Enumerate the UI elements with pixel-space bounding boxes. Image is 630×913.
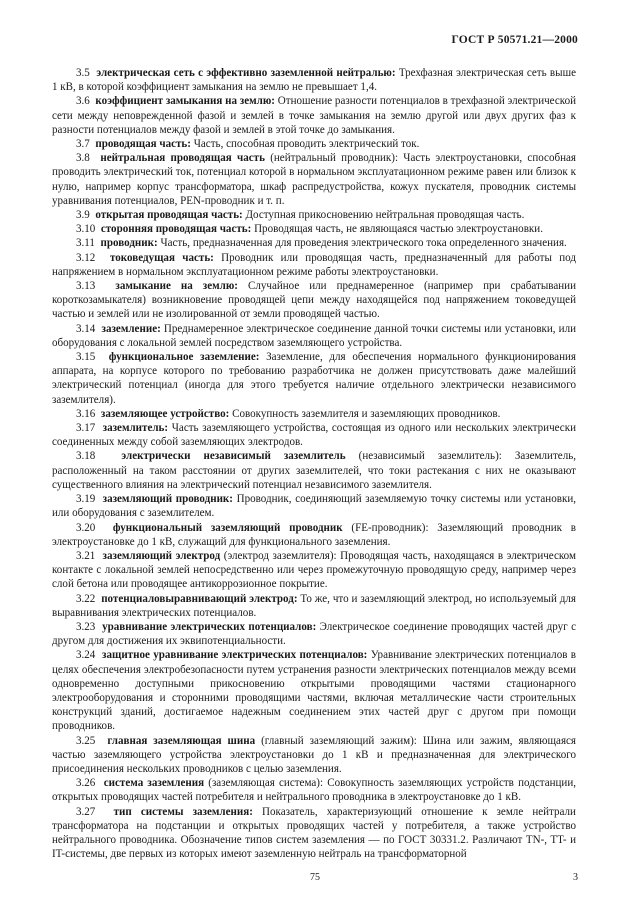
clause-number: 3.14 <box>76 322 96 335</box>
definition-text: Трехфазная электрическая сеть выше 1 кВ, в которой коэффициент замыкания на землю не превышает 1,4. <box>52 67 576 94</box>
clause-number: 3.15 <box>76 351 96 364</box>
definition-paragraph <box>52 94 576 137</box>
clause-number: 3.19 <box>76 493 96 506</box>
definition-paragraph <box>52 279 576 322</box>
defined-term: проводник: <box>100 237 158 250</box>
definition-text: Показатель, характеризующий отношение к земле нейтрали трансформатора на подстанции и открытых проводящих частей у потребителя, а также устройство нейтрального проводника. Обозначение типов систем заземления — по ГОСТ 30331.2. Различают TN-, TT- и IT-системы, две первых из которых имеют заземленную нейтраль на трансформаторной <box>52 805 576 861</box>
definition-text: Проводящая часть, не являющаяся частью электроустановки. <box>251 223 543 236</box>
definition-paragraph <box>52 151 576 208</box>
definition-text: Проводник, соединяющий заземляемую точку системы или установки, или оборудования с заземлителем. <box>52 493 576 520</box>
definition-paragraph <box>52 592 576 620</box>
definition-paragraph <box>52 236 576 250</box>
definition-text: (FE-проводник): Заземляющий проводник в электроустановке до 1 кВ, служащий для функционального заземления. <box>52 521 576 548</box>
defined-term: защитное уравнивание электрических потенциалов: <box>102 649 368 662</box>
definition-paragraph <box>52 421 576 449</box>
clause-number: 3.9 <box>76 209 90 222</box>
clause-number: 3.20 <box>76 521 96 534</box>
defined-term: функциональное заземление: <box>108 351 260 364</box>
page-number-center: 75 <box>310 872 320 883</box>
defined-term: заземлитель: <box>102 422 169 435</box>
definition-paragraph <box>52 322 576 350</box>
definition-paragraph <box>52 208 576 222</box>
defined-term: открытая проводящая часть: <box>95 209 243 222</box>
defined-term: заземляющий электрод <box>102 549 221 562</box>
definition-text: Доступная прикосновению нейтральная проводящая часть. <box>242 209 525 222</box>
defined-term: электрически независимый заземлитель <box>121 450 346 463</box>
definition-text: Отношение разности потенциалов в трехфазной электрической сети между неповрежденной фазой и землей в точке замыкания на землю другой или двух других фаз к разности потенциалов между фазой и землей в этой точке до замыкания. <box>52 95 576 136</box>
definition-text: (заземляющая система): Совокупность заземляющих устройств подстанции, открытых проводящих частей потребителя и нейтрального проводника в электроустановке до 1 кВ. <box>52 777 577 804</box>
clause-number: 3.12 <box>76 251 96 264</box>
defined-term: заземляющее устройство: <box>100 407 230 420</box>
clause-number: 3.8 <box>76 152 90 165</box>
defined-term: тип системы заземления: <box>113 805 253 818</box>
definition-paragraph <box>52 222 576 236</box>
defined-term: уравнивание электрических потенциалов: <box>102 620 317 633</box>
definition-paragraph <box>52 521 576 549</box>
definition-text: То же, что и заземляющий электрод, но используемый для выравнивания электрических потенциалов. <box>52 592 576 619</box>
clause-number: 3.7 <box>76 138 90 151</box>
defined-term: электрическая сеть с эффективно заземленной нейтралью: <box>96 67 396 79</box>
definition-paragraph <box>52 734 576 777</box>
clause-number: 3.22 <box>76 592 96 605</box>
definition-text: Часть заземляющего устройства, состоящая из одного или нескольких электрически соединенных между собой заземляющих электродов. <box>52 422 576 449</box>
document-code-header: ГОСТ Р 50571.21—2000 <box>451 34 578 46</box>
clause-number: 3.21 <box>76 549 96 562</box>
definition-text: Проводник или проводящая часть, предназначенный для работы под напряжением в нормальном эксплуатационном режиме работы электроустановки. <box>52 251 576 278</box>
defined-term: заземление: <box>101 322 161 335</box>
definition-text: (нейтральный проводник): Часть электроустановки, способная проводить электрический ток, потенциал которой в нормальном эксплуатационном режиме равен или близок к нулю, например корпус трансформатора, шкаф распредустройства, кожух пускателя, проводник системы уравнивания потенциалов, PEN-проводник и т. п. <box>52 152 576 207</box>
clause-number: 3.16 <box>76 407 96 420</box>
clause-number: 3.10 <box>76 223 96 236</box>
definition-paragraph <box>52 648 576 733</box>
clause-number: 3.5 <box>76 67 90 79</box>
definition-text: Заземление, для обеспечения нормального функционирования аппарата, на корпусе которого по требованию разработчика не должен присутствовать даже малейший электрический потенциал (иногда для этого требуется наличие отдельного электрически независимого заземлителя). <box>52 351 576 406</box>
definition-text: Совокупность заземлителя и заземляющих проводников. <box>229 407 501 420</box>
definition-text: Случайное или преднамеренное (например при срабатывании короткозамыкателя) возникновение проводящей цепи между находящейся под напряжением токоведущей частью и землей или не изолированной от земли проводящей частью. <box>52 280 576 321</box>
clause-number: 3.17 <box>76 422 96 435</box>
clause-number: 3.11 <box>76 237 95 250</box>
definition-text: (независимый заземлитель): Заземлитель, расположенный на таком расстоянии от других заземлителей, что токи растекания с них не оказывают существенного влияния на электрический потенциал независимого заземлителя. <box>52 450 577 491</box>
defined-term: функциональный заземляющий проводник <box>112 521 343 534</box>
definition-paragraph <box>52 407 576 421</box>
clause-number: 3.27 <box>76 805 96 818</box>
document-body <box>52 66 576 861</box>
definition-text: (главный заземляющий зажим): Шина или зажим, являющаяся частью заземляющего устройства электроустановки до 1 кВ и предназначенная для электрического присоединения нескольких проводников с целью заземления. <box>52 734 577 775</box>
defined-term: нейтральная проводящая часть <box>100 152 265 165</box>
definition-text: Преднамеренное электрическое соединение данной точки системы или установки, или оборудования с локальной землей посредством заземляющего устройства. <box>52 322 576 349</box>
defined-term: сторонняя проводящая часть: <box>100 223 252 236</box>
definition-paragraph <box>52 805 576 862</box>
definition-paragraph <box>52 251 576 279</box>
definition-text: Часть, предназначенная для проведения электрического тока определенного значения. <box>157 237 567 250</box>
definition-text: (электрод заземлителя): Проводящая часть, находящаяся в электрическом контакте с локальной землей непосредственно или через промежуточную проводящую среду, например через слой бетона или проводящее антикоррозионное покрытие. <box>52 549 576 591</box>
clause-number: 3.6 <box>76 95 90 108</box>
defined-term: проводящая часть: <box>95 138 191 151</box>
defined-term: коэффициент замыкания на землю: <box>95 95 275 108</box>
clause-number: 3.24 <box>76 649 96 662</box>
defined-term: главная заземляющая шина <box>107 734 256 747</box>
defined-term: заземляющий проводник: <box>102 493 233 506</box>
definition-paragraph <box>52 449 576 492</box>
definition-paragraph <box>52 549 576 592</box>
clause-number: 3.26 <box>76 777 96 790</box>
clause-number: 3.25 <box>76 734 96 747</box>
definition-paragraph <box>52 66 576 94</box>
defined-term: потенциаловыравнивающий электрод: <box>101 592 298 605</box>
definition-text: Часть, способная проводить электрический ток. <box>190 138 420 151</box>
clause-number: 3.13 <box>76 280 96 293</box>
definition-paragraph <box>52 492 576 520</box>
definition-text: Электрическое соединение проводящих частей друг с другом для достижения их эквипотенциальности. <box>52 620 576 648</box>
definition-paragraph <box>52 776 576 804</box>
clause-number: 3.23 <box>76 620 96 633</box>
definition-text: Уравнивание электрических потенциалов в целях обеспечения электробезопасности путем устранения разности электрических потенциалов между всеми одновременно доступными прикосновению открытыми проводящими частями стационарного электрооборудования и сторонними проводящими частями, включая металлические части строительных конструкций зданий, достигаемое надежным соединением этих частей друг с другом при помощи проводников. <box>52 649 576 733</box>
clause-number: 3.18 <box>76 450 96 463</box>
defined-term: система заземления <box>103 777 205 790</box>
definition-paragraph <box>52 350 576 407</box>
definition-paragraph <box>52 137 576 151</box>
defined-term: замыкание на землю: <box>115 280 238 293</box>
definition-paragraph <box>52 620 576 648</box>
defined-term: токоведущая часть: <box>109 251 214 264</box>
page-number-right: 3 <box>573 872 578 883</box>
